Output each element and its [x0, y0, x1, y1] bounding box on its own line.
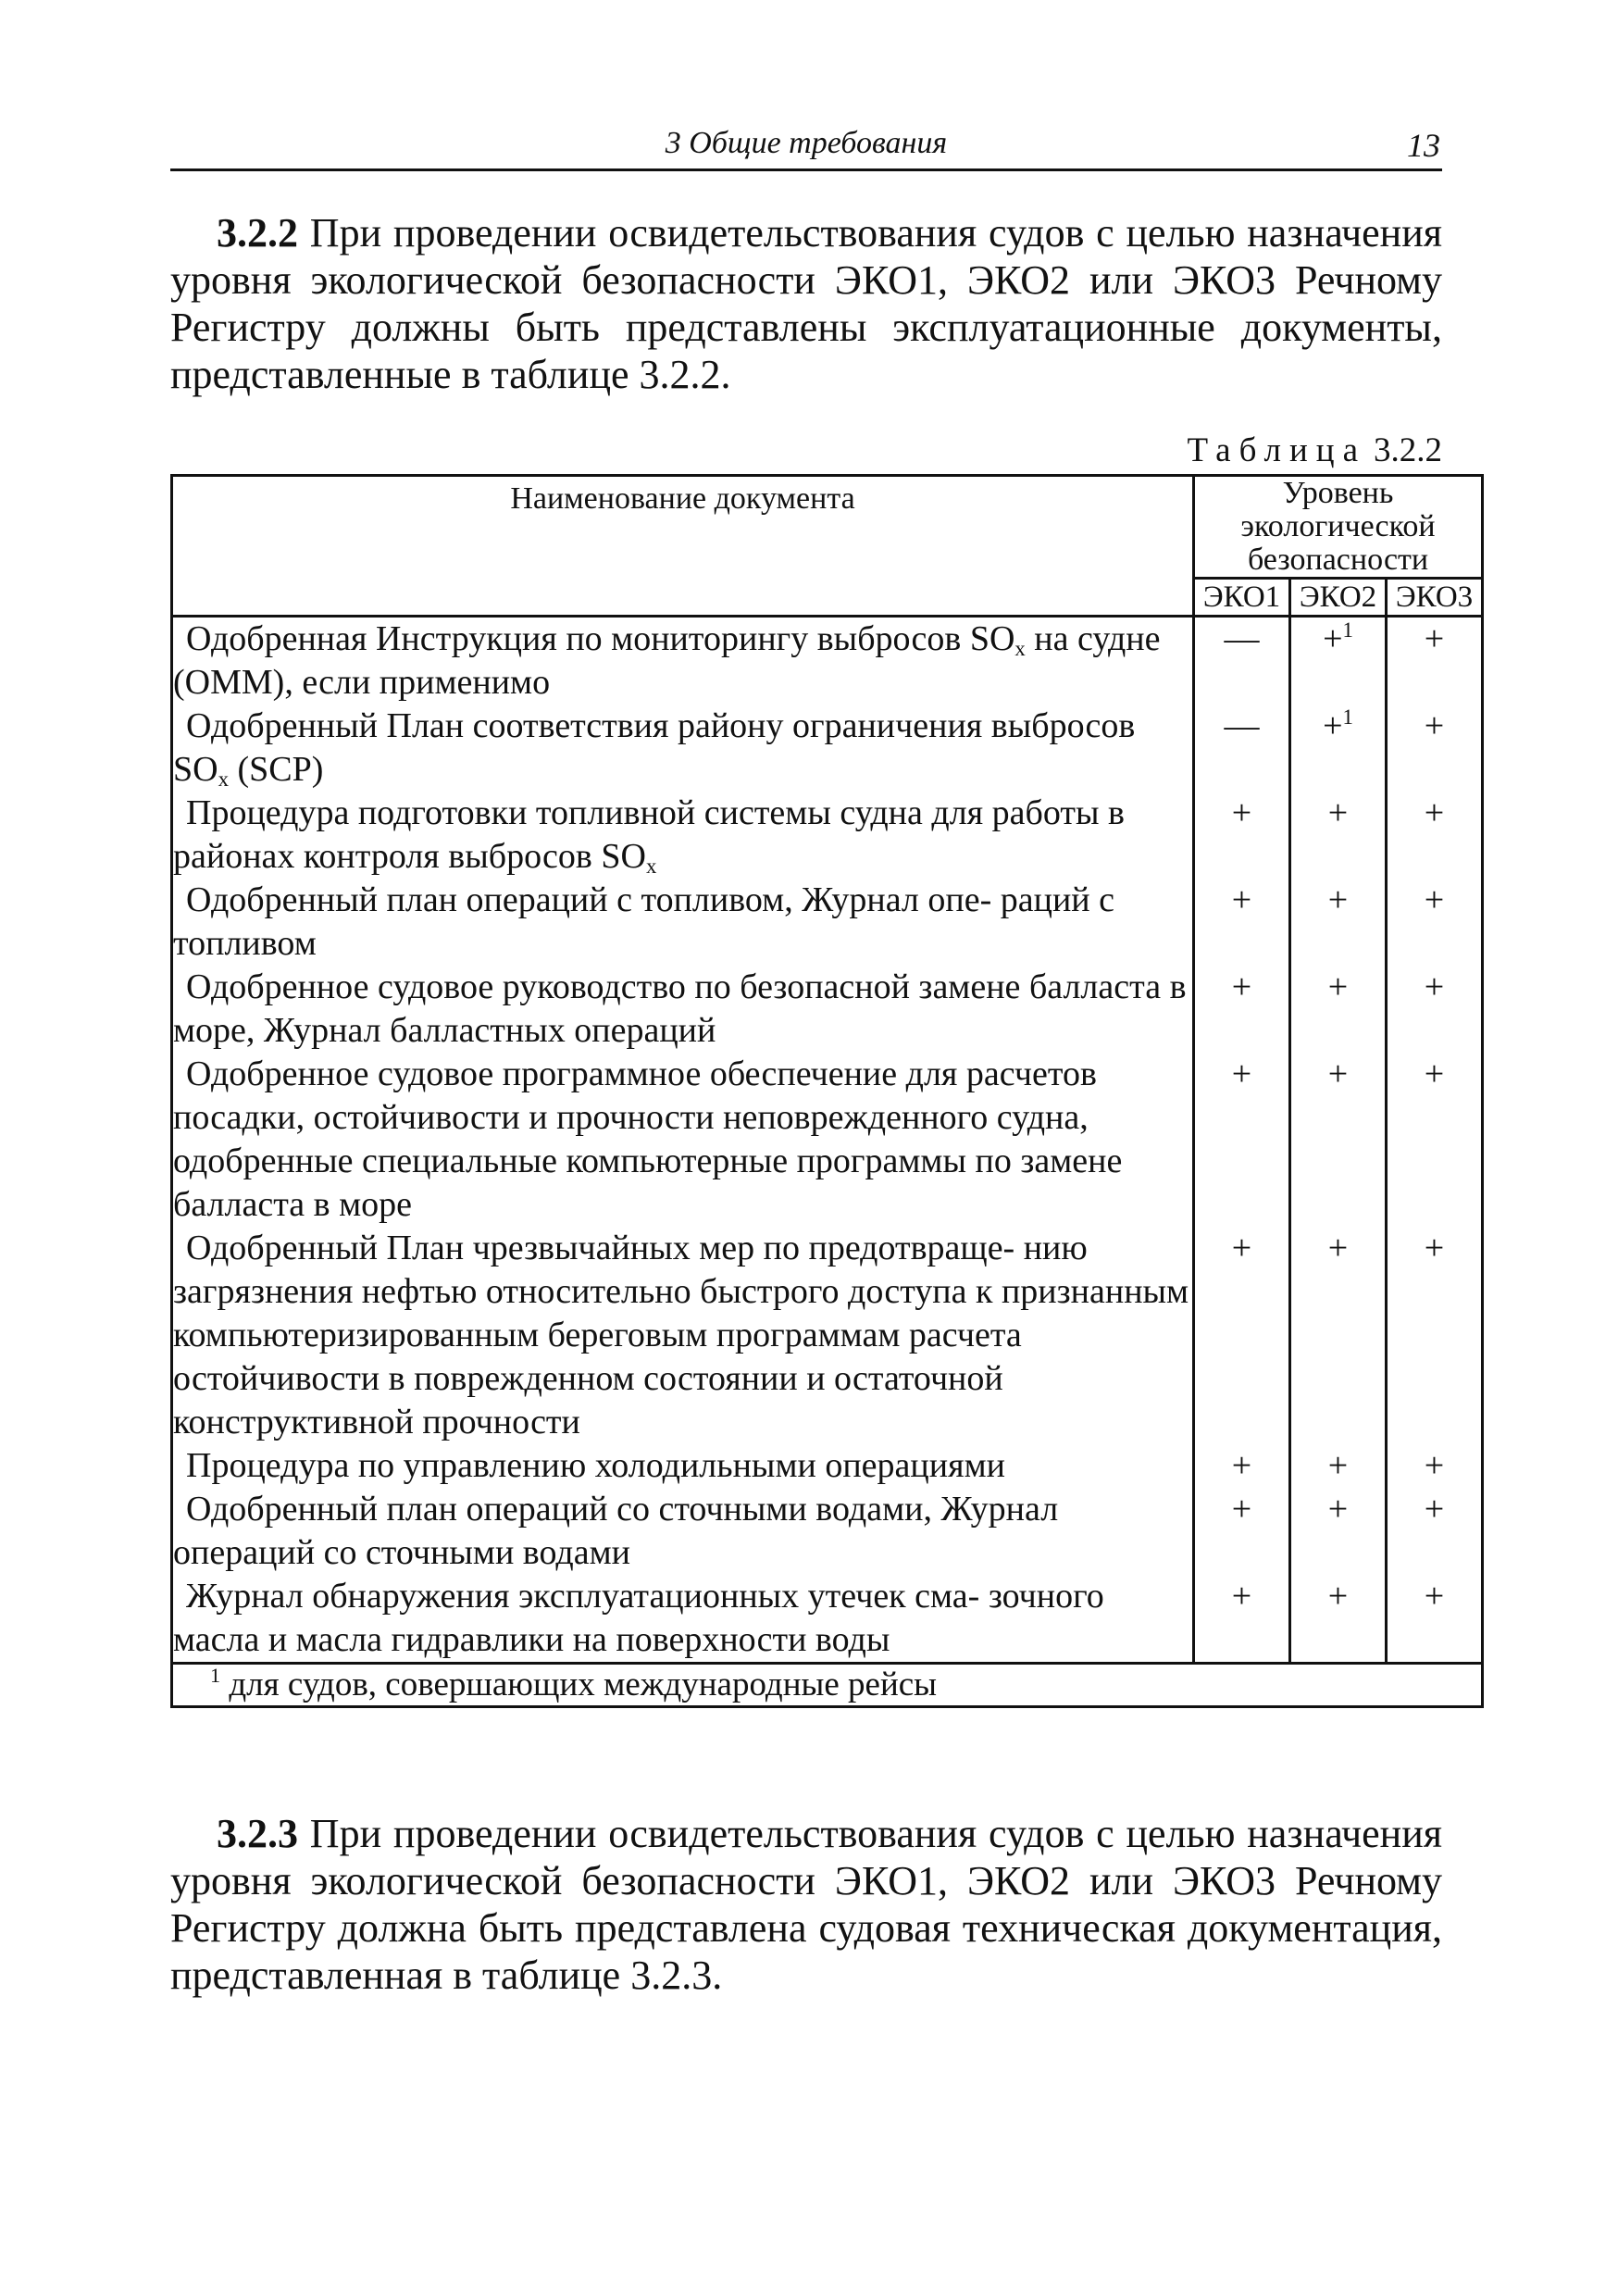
- eko2-mark-cell: [1290, 879, 1387, 966]
- requirement-mark: +: [1424, 1054, 1445, 1093]
- requirement-mark: +: [1327, 793, 1349, 832]
- requirement-mark: +: [1424, 793, 1445, 832]
- clause-number: 3.2.3: [217, 1811, 298, 1856]
- requirement-mark: +: [1424, 880, 1445, 919]
- eko1-mark-cell: [1194, 1488, 1290, 1575]
- table-row: [172, 1488, 1483, 1575]
- requirement-mark: —: [1224, 706, 1260, 745]
- eko2-mark-cell: [1290, 1227, 1387, 1444]
- formula-subscript: x: [645, 855, 657, 878]
- eko3-mark-cell: [1387, 1227, 1483, 1444]
- document-name-first-line: Процедура по управлению холодильными операциями: [186, 1446, 1005, 1485]
- eko1-mark-cell: [1194, 792, 1290, 879]
- table-row: [172, 966, 1483, 1053]
- requirement-mark: +: [1231, 1054, 1252, 1093]
- eko1-mark-cell: [1194, 1575, 1290, 1664]
- document-name-first-line: Одобренный план операций с топливом, Журнал опе-: [186, 880, 992, 919]
- table-row: [172, 617, 1483, 705]
- eko3-mark-cell: [1387, 705, 1483, 792]
- eko3-mark-cell: [1387, 1575, 1483, 1664]
- requirement-mark: +: [1327, 880, 1349, 919]
- document-name-text: зочного масла и масла гидравлики на поверхности воды: [173, 1577, 1104, 1659]
- document-name-text: нию загрязнения нефтью относительно быстрого доступа к признанным компьютеризированным береговым программам расчета остойчивости в поврежденном состоянии и остаточной конструктивной прочности: [173, 1229, 1189, 1441]
- document-name-cell: [172, 966, 1194, 1053]
- table-row: [172, 879, 1483, 966]
- table-row: [172, 792, 1483, 879]
- requirement-mark: +: [1424, 1446, 1445, 1485]
- table-footnote: [172, 1664, 1483, 1707]
- page-number: 13: [1407, 127, 1440, 164]
- chemical-formula: SO: [969, 619, 1015, 658]
- eko2-mark-cell: [1290, 1488, 1387, 1575]
- requirement-mark: +: [1327, 1446, 1349, 1485]
- document-name-first-line: Одобренный План соответствия району ограничения: [186, 706, 983, 745]
- eko2-mark-cell: [1290, 705, 1387, 792]
- column-header-document-name: Наименование документа: [172, 476, 1194, 617]
- requirement-mark: +: [1424, 1229, 1445, 1267]
- eko3-mark-cell: [1387, 966, 1483, 1053]
- eko2-mark-cell: [1290, 966, 1387, 1053]
- requirement-mark: +: [1231, 880, 1252, 919]
- document-name-cell: [172, 1444, 1194, 1488]
- eko1-mark-cell: [1194, 1227, 1290, 1444]
- requirement-mark: +: [1424, 967, 1445, 1006]
- document-name-text: расчетов посадки, остойчивости и прочности неповрежденного судна, одобренные специальные компьютерные программы по замене балласта в море: [173, 1054, 1123, 1224]
- requirement-mark: +: [1327, 1054, 1349, 1093]
- footnote-text: для судов, совершающих международные рейсы: [220, 1666, 938, 1703]
- formula-subscript: x: [218, 767, 229, 791]
- document-name-first-line: Одобренное судовое руководство по безопасной замене: [186, 967, 1021, 1006]
- page-header: [170, 122, 1442, 171]
- requirement-mark: +: [1327, 1490, 1349, 1529]
- chemical-formula: SO: [601, 837, 646, 876]
- column-header-eko1: ЭКО1: [1194, 579, 1290, 617]
- eko2-mark-cell: [1290, 617, 1387, 705]
- eko1-mark-cell: [1194, 966, 1290, 1053]
- requirement-mark: +: [1424, 1490, 1445, 1529]
- document-name-text: (SCP): [228, 750, 324, 789]
- requirement-mark: +: [1231, 1229, 1252, 1267]
- table-row: [172, 1444, 1483, 1488]
- document-name-text: раций с топливом: [173, 880, 1115, 963]
- eko2-mark-cell: [1290, 1575, 1387, 1664]
- document-name-text: на судне (ОММ), если применимо: [173, 619, 1161, 702]
- table-row: [172, 1227, 1483, 1444]
- eko3-mark-cell: [1387, 1053, 1483, 1227]
- document-name-first-line: Одобренная Инструкция по мониторингу выбросов: [186, 619, 962, 658]
- requirement-mark: +: [1327, 967, 1349, 1006]
- eko2-mark-cell: [1290, 1053, 1387, 1227]
- document-name-first-line: Одобренное судовое программное обеспечение для: [186, 1054, 958, 1093]
- eko3-mark-cell: [1387, 617, 1483, 705]
- column-header-eco-level: Уровень экологической безопасности: [1194, 476, 1483, 579]
- eko1-mark-cell: [1194, 879, 1290, 966]
- formula-subscript: x: [1014, 637, 1026, 660]
- eko2-mark-cell: [1290, 792, 1387, 879]
- footnote-mark: 1: [210, 1664, 221, 1687]
- requirement-mark: +: [1231, 1490, 1252, 1529]
- document-name-first-line: Процедура подготовки топливной системы судна для: [186, 793, 984, 832]
- clause-text: При проведении освидетельствования судов с целью назначения уровня экологической безопасности ЭКО1, ЭКО2 или ЭКО3 Речному Регистру должны быть представлены эксплуатационные документы, представленные в таблице 3.2.2.: [170, 210, 1442, 397]
- document-name-first-line: Журнал обнаружения эксплуатационных утечек сма-: [186, 1577, 980, 1616]
- clause-text: При проведении освидетельствования судов с целью назначения уровня экологической безопасности ЭКО1, ЭКО2 или ЭКО3 Речному Регистру должна быть представлена судовая техническая документация, представленная в таблице 3.2.3.: [170, 1811, 1442, 1998]
- eko1-mark-cell: [1194, 617, 1290, 705]
- column-header-eko3: ЭКО3: [1387, 579, 1483, 617]
- eko3-mark-cell: [1387, 792, 1483, 879]
- eko3-mark-cell: [1387, 1444, 1483, 1488]
- document-name-text: Журнал операций со сточными водами: [173, 1490, 1059, 1572]
- table-caption-word: Таблица: [1187, 431, 1366, 469]
- eko1-mark-cell: [1194, 1053, 1290, 1227]
- eko3-mark-cell: [1387, 1488, 1483, 1575]
- document-name-first-line: Одобренный план операций со сточными водами,: [186, 1490, 932, 1529]
- footnote-reference: 1: [1342, 618, 1353, 642]
- table-caption-number: 3.2.2: [1374, 431, 1442, 469]
- documents-table: [170, 474, 1484, 1708]
- eko1-mark-cell: [1194, 1444, 1290, 1488]
- clause-number: 3.2.2: [217, 210, 298, 256]
- paragraph-3-2-2: [170, 209, 1442, 398]
- requirement-mark: +: [1424, 1577, 1445, 1616]
- running-section-title: 3 Общие требования: [665, 126, 948, 160]
- document-name-text: работы в районах контроля выбросов: [173, 793, 1125, 876]
- column-header-eko2: ЭКО2: [1290, 579, 1387, 617]
- requirement-mark: +: [1327, 1229, 1349, 1267]
- document-name-text: выбросов: [990, 706, 1136, 745]
- document-name-cell: [172, 705, 1194, 792]
- document-name-cell: [172, 1575, 1194, 1664]
- document-name-cell: [172, 1053, 1194, 1227]
- chemical-formula: SO: [173, 750, 218, 789]
- document-name-cell: [172, 617, 1194, 705]
- table-row: [172, 705, 1483, 792]
- requirement-mark: —: [1224, 619, 1260, 658]
- table-row: [172, 1053, 1483, 1227]
- requirement-mark: +: [1323, 706, 1343, 745]
- document-name-first-line: Одобренный План чрезвычайных мер по предотвраще-: [186, 1229, 1015, 1267]
- requirement-mark: +: [1424, 706, 1445, 745]
- requirement-mark: +: [1424, 619, 1445, 658]
- document-name-text: балласта в море, Журнал балластных операций: [173, 967, 1187, 1050]
- requirement-mark: +: [1327, 1577, 1349, 1616]
- eko1-mark-cell: [1194, 705, 1290, 792]
- requirement-mark: +: [1231, 1577, 1252, 1616]
- eko2-mark-cell: [1290, 1444, 1387, 1488]
- eko3-mark-cell: [1387, 879, 1483, 966]
- requirement-mark: +: [1231, 793, 1252, 832]
- table-caption: [1188, 430, 1443, 470]
- requirement-mark: +: [1231, 967, 1252, 1006]
- document-name-cell: [172, 879, 1194, 966]
- requirement-mark: +: [1323, 619, 1343, 658]
- table-row: [172, 1575, 1483, 1664]
- document-name-cell: [172, 1488, 1194, 1575]
- footnote-reference: 1: [1342, 705, 1353, 729]
- requirement-mark: +: [1231, 1446, 1252, 1485]
- document-name-cell: [172, 1227, 1194, 1444]
- paragraph-3-2-3: [170, 1810, 1442, 1999]
- document-name-cell: [172, 792, 1194, 879]
